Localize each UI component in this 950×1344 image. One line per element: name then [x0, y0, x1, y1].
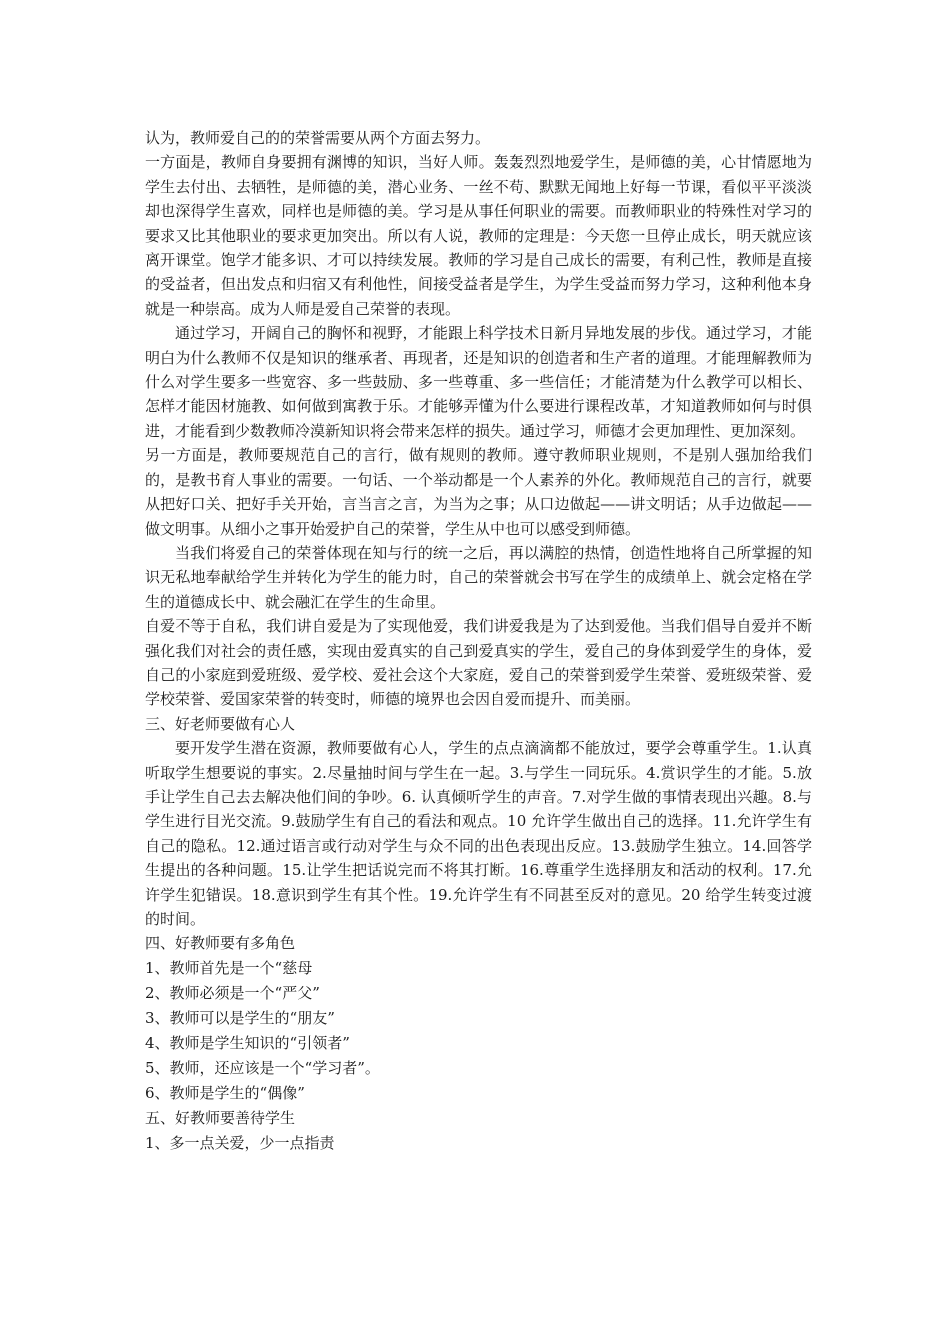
section-heading-3: 三、好老师要做有心人	[145, 714, 296, 733]
paragraph-knowledge: 一方面是，教师自身要拥有渊博的知识，当好人师。轰轰烈烈地爱学生，是师德的美，心甘情愿地为学生去付出、去牺牲，是师德的美，潜心业务、一丝不苟、默默无闻地上好每一节课，看似平平淡淡却也深得学生喜欢，同样也是师德的美。学习是从事任何职业的需要。而教师职业的特殊性对学习的要求又比其他职业的要求更加突出。所以有人说，教师的定理是：今天您一旦停止成长，明天就应该离开课堂。饱学才能多识、才可以持续发展。教师的学习是自己成长的需要，有利己性，教师是直接的受益者，但出发点和归宿又有利他性，间接受益者是学生，为学生受益而努力学习，这种利他本身就是一种崇高。成为人师是爱自己荣誉的表现。	[145, 153, 812, 318]
role-item-2: 2、教师必须是一个“严父”	[145, 984, 320, 1003]
paragraph-respect-list: 要开发学生潜在资源，教师要做有心人，学生的点点滴滴都不能放过，要学会尊重学生。1.认真听取学生想要说的事实。2.尽量抽时间与学生在一起。3.与学生一同玩乐。4.赏识学生的才能。5.放手让学生自己去去解决他们间的争吵。6. 认真倾听学生的声音。7.对学生做的事情表现出兴趣。8.与学生进行目光交流。9.鼓励学生有自己的看法和观点。10 允许学生做出自己的选择。11.允许学生有自己的隐私。12.通过语言或行动对学生与众不同的出色表现出反应。13.鼓励学生独立。14.回答学生提出的各种问题。15.让学生把话说完而不将其打断。16.尊重学生选择朋友和活动的权利。17.允许学生犯错误。18.意识到学生有其个性。19.允许学生有不同甚至反对的意见。20 给学生转变过渡的时间。	[145, 739, 812, 928]
document-body	[145, 126, 812, 1156]
section-heading-4: 四、好教师要有多角色	[145, 934, 296, 953]
treat-item-1: 1、多一点关爱，少一点指责	[145, 1134, 335, 1153]
role-item-1: 1、教师首先是一个“慈母	[145, 959, 313, 978]
section-heading-5: 五、好教师要善待学生	[145, 1109, 296, 1128]
paragraph-learning: 通过学习，开阔自己的胸怀和视野，才能跟上科学技术日新月异地发展的步伐。通过学习，才能明白为什么教师不仅是知识的继承者、再现者，还是知识的创造者和生产者的道理。才能理解教师为什么对学生要多一些宽容、多一些鼓励、多一些尊重、多一些信任；才能清楚为什么教学可以相长、怎样才能因材施教、如何做到寓教于乐。才能够弄懂为什么要进行课程改革，才知道教师如何与时俱进，才能看到少数教师冷漠新知识将会带来怎样的损失。通过学习，师德才会更加理性、更加深刻。	[145, 324, 812, 440]
role-item-6: 6、教师是学生的“偶像”	[145, 1084, 305, 1103]
role-item-3: 3、教师可以是学生的“朋友”	[145, 1009, 335, 1028]
paragraph-unity: 当我们将爱自己的荣誉体现在知与行的统一之后，再以满腔的热情，创造性地将自己所掌握的知识无私地奉献给学生并转化为学生的能力时，自己的荣誉就会书写在学生的成绩单上、就会定格在学生的道德成长中、就会融汇在学生的生命里。	[145, 543, 812, 611]
paragraph-conduct: 另一方面是，教师要规范自己的言行，做有规则的教师。遵守教师职业规则，不是别人强加给我们的，是教书育人事业的需要。一句话、一个举动都是一个人素养的外化。教师规范自己的言行，就要从把好口关、把好手关开始，言当言之言，为当为之事；从口边做起——讲文明话；从手边做起——做文明事。从细小之事开始爱护自己的荣誉，学生从中也可以感受到师德。	[145, 446, 812, 538]
paragraph-intro: 认为，教师爱自己的的荣誉需要从两个方面去努力。	[145, 129, 491, 147]
role-item-4: 4、教师是学生知识的“引领者”	[145, 1034, 350, 1053]
role-item-5: 5、教师，还应该是一个“学习者”。	[145, 1059, 380, 1078]
paragraph-self-love: 自爱不等于自私，我们讲自爱是为了实现他爱，我们讲爱我是为了达到爱他。当我们倡导自爱并不断强化我们对社会的责任感，实现由爱真实的自己到爱真实的学生，爱自己的身体到爱学生的身体，爱自己的小家庭到爱班级、爱学校、爱社会这个大家庭，爱自己的荣誉到爱学生荣誉、爱班级荣誉、爱学校荣誉、爱国家荣誉的转变时，师德的境界也会因自爱而提升、而美丽。	[145, 617, 812, 709]
